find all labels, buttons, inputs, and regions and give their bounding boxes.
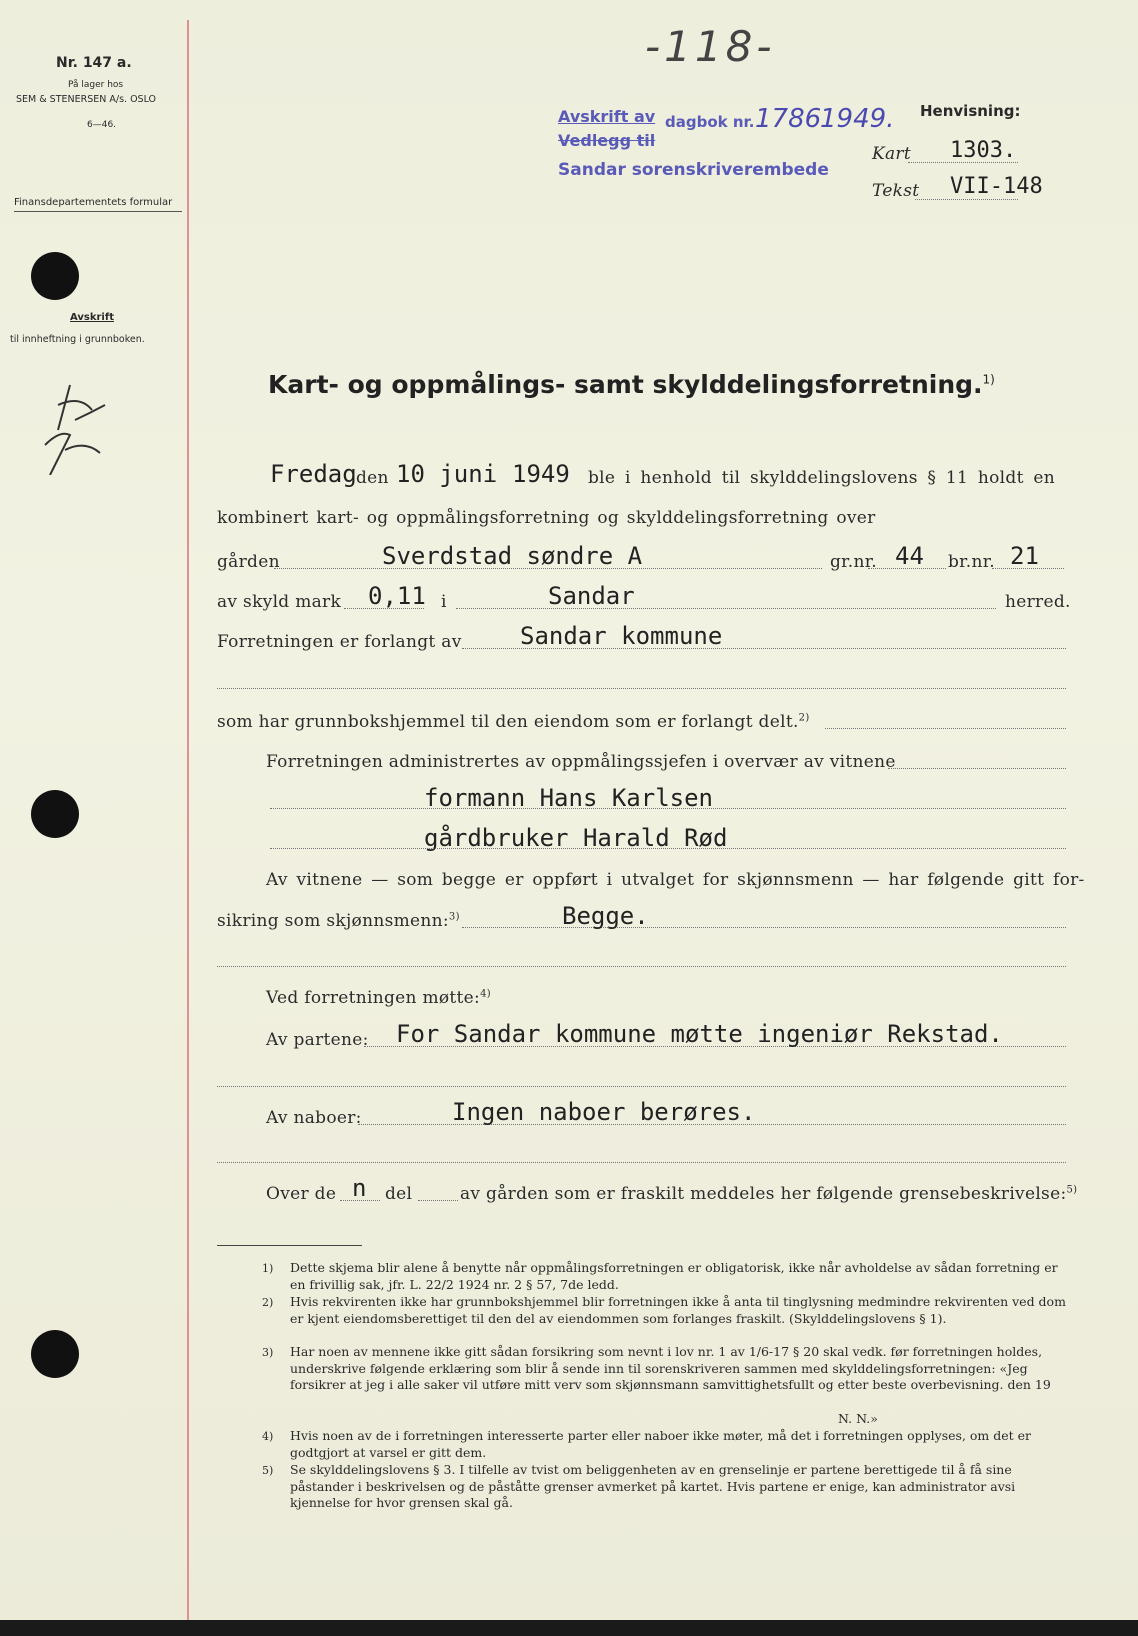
hjemmel-text bbox=[217, 712, 810, 732]
punch-hole bbox=[31, 252, 79, 300]
footnote-4: Hvis noen av de i forretningen interesserte parter eller naboer ikke møter, må det i forretningen opplyses, om det er godtgjort at varsel er gitt dem. bbox=[290, 1428, 1032, 1460]
footnote-3: Har noen av mennene ikke gitt sådan forsikring som nevnt i lov nr. 1 av 1/6-17 § 20 skal vedk. før forretningen holdes, underskrive følgende erklæring som blir å sende inn til sorenskriveren sammen med skylddelingsforretningen: «Jeg forsikrer at jeg i alle saker vil utføre mitt verv som skjønnsmann samvittighetsfullt og etter beste overbevisning. den 19 bbox=[290, 1344, 1051, 1392]
forsikring-label-text: sikring som skjønnsmenn: bbox=[217, 911, 449, 931]
motte-label-text: Ved forretningen møtte: bbox=[266, 988, 481, 1008]
garden-label: gården bbox=[217, 552, 280, 572]
punch-hole bbox=[31, 1330, 79, 1378]
hjemmel-line bbox=[825, 728, 1066, 729]
publisher-line2: SEM & STENERSEN A/s. OSLO bbox=[16, 94, 157, 105]
stamp-avskrift: Avskrift av bbox=[558, 107, 656, 126]
footnote-4-num: 4) bbox=[262, 1430, 274, 1443]
del-label: del bbox=[385, 1184, 413, 1204]
stamp-dagbok-number: 1786 bbox=[755, 104, 822, 134]
kart-value: 1303. bbox=[950, 138, 1017, 163]
naboer-value: Ingen naboer berøres. bbox=[452, 1098, 756, 1126]
i-label: i bbox=[441, 592, 447, 612]
year-value: 1949 bbox=[512, 460, 570, 488]
blank-line-2 bbox=[217, 966, 1066, 967]
forsikring-value: Begge. bbox=[562, 902, 649, 930]
footnote-3-signature: N. N.» bbox=[838, 1411, 878, 1426]
witness-2-line bbox=[270, 848, 1066, 849]
avskrift-note: til innheftning i grunnboken. bbox=[10, 334, 145, 345]
forsikring-label bbox=[217, 911, 460, 931]
footnote-2: Hvis rekvirenten ikke har grunnbokshjemmel blir forretningen ikke å anta til tinglysning medmindre rekvirenten ved dom er kjent eiendomsberettiget til den del av eiendommen som forlanges fraskilt. (Skylddelingslovens § 1). bbox=[290, 1294, 1066, 1326]
tekst-line bbox=[915, 199, 1018, 200]
page-number: -118- bbox=[645, 22, 776, 71]
over-label: Over de bbox=[266, 1184, 337, 1204]
footnote-divider bbox=[217, 1245, 362, 1246]
footnote-2-num: 2) bbox=[262, 1296, 274, 1309]
witness-1: formann Hans Karlsen bbox=[424, 784, 713, 812]
del-line bbox=[418, 1200, 458, 1201]
witness-1-line bbox=[270, 808, 1066, 809]
den-label: den bbox=[356, 468, 389, 488]
herred-value: Sandar bbox=[548, 582, 635, 610]
stamp-vedlegg: Vedlegg til bbox=[558, 131, 656, 150]
publisher-line1: På lager hos bbox=[68, 80, 124, 90]
stamp-office: Sandar sorenskriverembede bbox=[558, 160, 829, 180]
over-note: 5) bbox=[1066, 1184, 1078, 1196]
kart-label: Kart bbox=[872, 144, 911, 164]
form-number: Nr. 147 a. bbox=[56, 55, 132, 71]
brnr-value: 21 bbox=[1010, 542, 1039, 570]
over-rest-text: av gården som er fraskilt meddeles her følgende grensebeskrivelse: bbox=[460, 1184, 1067, 1204]
partene-label: Av partene: bbox=[266, 1030, 369, 1050]
admin-line bbox=[888, 768, 1066, 769]
over-rest bbox=[460, 1184, 1077, 1204]
day-value: Fredag bbox=[270, 460, 357, 488]
witness-2: gårdbruker Harald Rød bbox=[424, 824, 728, 852]
divider bbox=[14, 211, 182, 212]
hjemmel-text-body: som har grunnbokshjemmel til den eiendom som er forlangt delt. bbox=[217, 712, 799, 732]
motte-label bbox=[266, 988, 491, 1008]
footnote-3-num: 3) bbox=[262, 1346, 274, 1359]
forsikring-note: 3) bbox=[448, 911, 460, 923]
grnr-label: gr.nr. bbox=[830, 552, 877, 572]
herred-line bbox=[456, 608, 996, 609]
footnote-5-num: 5) bbox=[262, 1464, 274, 1477]
skyld-value: 0,11 bbox=[368, 582, 426, 610]
footnote-1: Dette skjema blir alene å benytte når oppmålingsforretningen er obligatorisk, ikke når avholdelse av sådan forretning er en frivillig sak, jfr. L. 22/2 1924 nr. 2 § 57, 7de ledd. bbox=[290, 1260, 1058, 1292]
forsikring-line bbox=[462, 927, 1066, 928]
admin-text: Forretningen administrertes av oppmålingssjefen i overvær av vitnene bbox=[266, 752, 896, 772]
title-note: 1) bbox=[982, 372, 995, 387]
vitnene-text: Av vitnene — som begge er oppført i utvalget for skjønnsmenn — har følgende gitt for- bbox=[266, 870, 1085, 890]
punch-hole bbox=[31, 790, 79, 838]
herred-label: herred. bbox=[1005, 592, 1071, 612]
skyld-label: av skyld mark bbox=[217, 592, 342, 612]
tekst-label: Tekst bbox=[872, 181, 920, 201]
forlangt-value: Sandar kommune bbox=[520, 622, 723, 650]
ministry-form-label: Finansdepartementets formular bbox=[14, 197, 173, 208]
scan-edge bbox=[0, 1620, 1138, 1636]
blank-line bbox=[217, 688, 1066, 689]
avskrift-label: Avskrift bbox=[70, 312, 114, 323]
grnr-value: 44 bbox=[895, 542, 924, 570]
motte-note: 4) bbox=[480, 988, 491, 1000]
hjemmel-note: 2) bbox=[798, 712, 810, 724]
naboer-label: Av naboer: bbox=[266, 1108, 362, 1128]
stamp-dagbok-label: dagbok nr. bbox=[665, 113, 755, 131]
stamp-year: 1949. bbox=[820, 104, 895, 134]
over-value: n bbox=[352, 1174, 367, 1202]
margin-initials-signature bbox=[30, 375, 120, 475]
footnote-5: Se skylddelingslovens § 3. I tilfelle av tvist om beliggenheten av en grenselinje er partene berettigede til å få sine påstander i beskrivelsen og de påståtte grenser avmerket på kartet. Hvis partene er enige, kan administrator avsi kjennelse for hvor grensen skal gå. bbox=[290, 1462, 1016, 1510]
margin-line bbox=[187, 20, 189, 1620]
publisher-date: 6—46. bbox=[87, 120, 117, 130]
intro-line2: kombinert kart- og oppmålingsforretning og skylddelingsforretning over bbox=[217, 508, 876, 528]
intro-rest: ble i henhold til skylddelingslovens § 11 holdt en bbox=[588, 468, 1056, 488]
tekst-value: VII-148 bbox=[950, 174, 1043, 199]
footnote-1-num: 1) bbox=[262, 1262, 274, 1275]
blank-line-3 bbox=[217, 1086, 1066, 1087]
henvisning-label: Henvisning: bbox=[920, 102, 1021, 120]
title-text: Kart- og oppmålings- samt skylddelingsforretning. bbox=[268, 370, 983, 399]
document-title bbox=[268, 370, 995, 399]
garden-value: Sverdstad søndre A bbox=[382, 542, 643, 570]
brnr-label: br.nr. bbox=[948, 552, 995, 572]
date-value: 10 juni bbox=[396, 460, 498, 488]
blank-line-4 bbox=[217, 1162, 1066, 1163]
forlangt-label: Forretningen er forlangt av bbox=[217, 632, 462, 652]
partene-value: For Sandar kommune møtte ingeniør Rekstad. bbox=[396, 1020, 1003, 1048]
